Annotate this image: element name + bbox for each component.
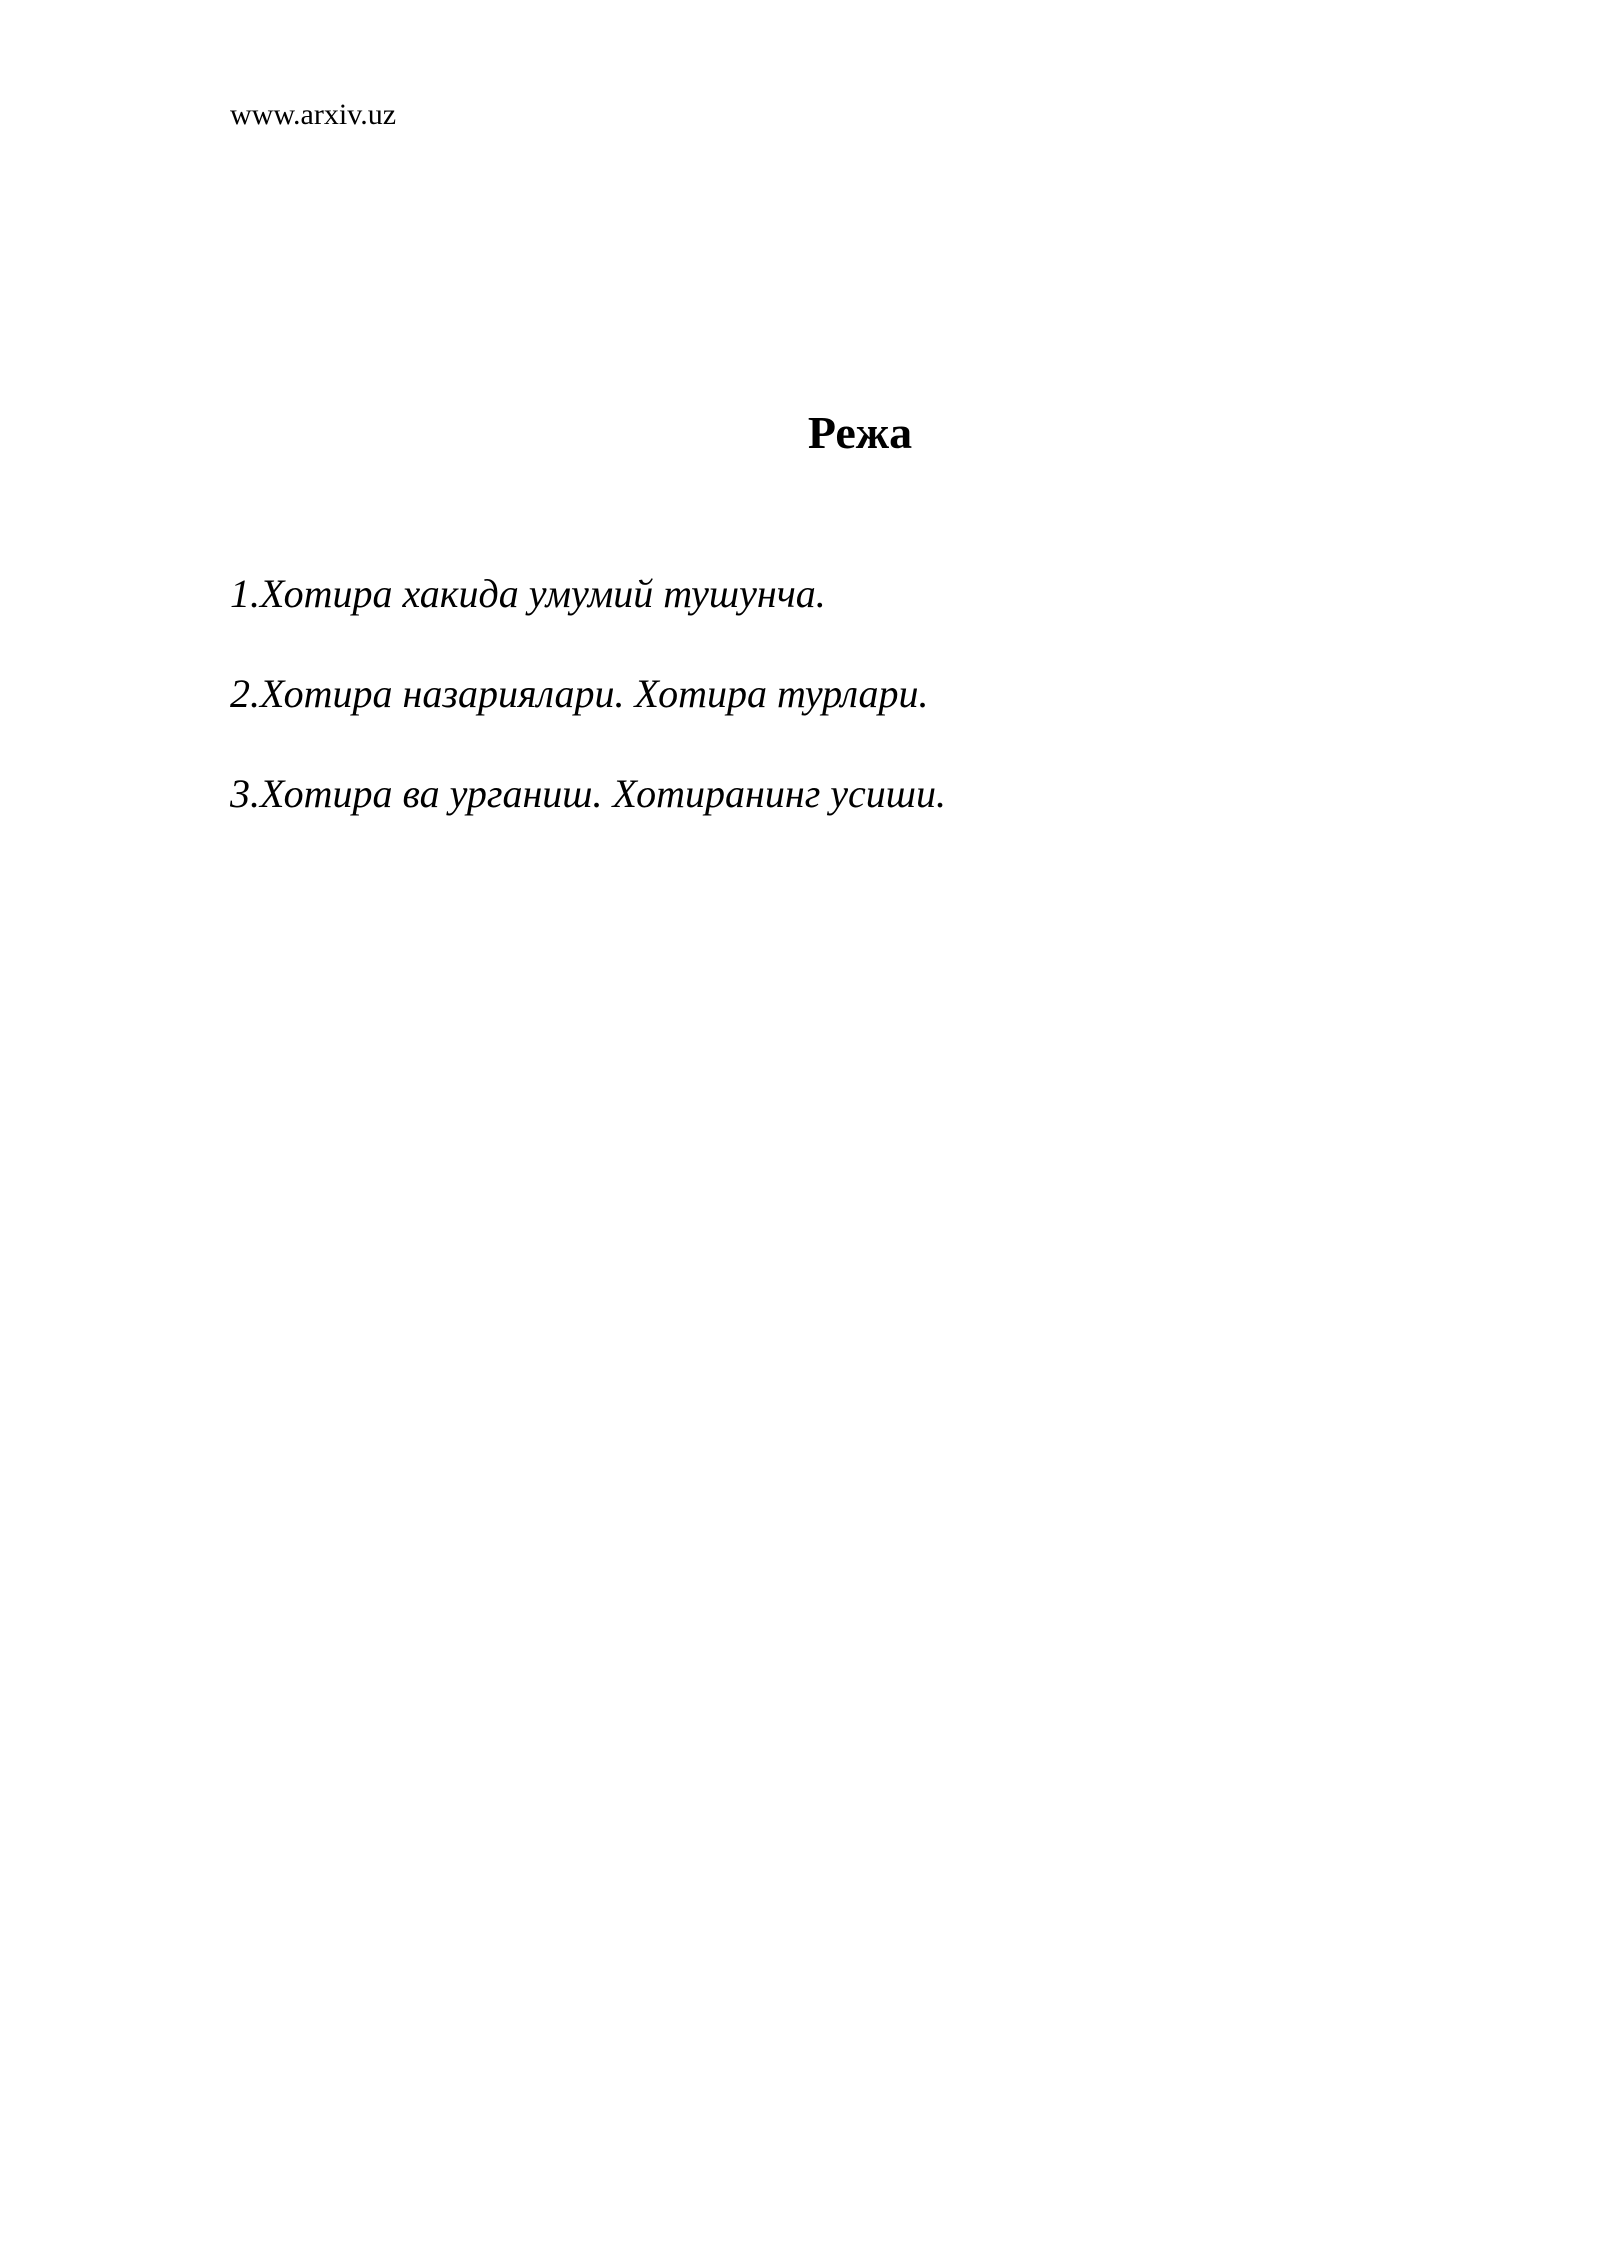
outline-item: 2.Хотира назариялари. Хотира турлари.: [230, 671, 929, 716]
header-url: www.arxiv.uz: [230, 98, 397, 131]
outline-item: 1.Хотира хакида умумий тушунча.: [230, 571, 826, 616]
outline-list: [230, 570, 946, 870]
page-title: Режа: [807, 407, 913, 458]
outline-item: 3.Хотира ва урганиш. Хотиранинг усиши.: [230, 771, 946, 816]
